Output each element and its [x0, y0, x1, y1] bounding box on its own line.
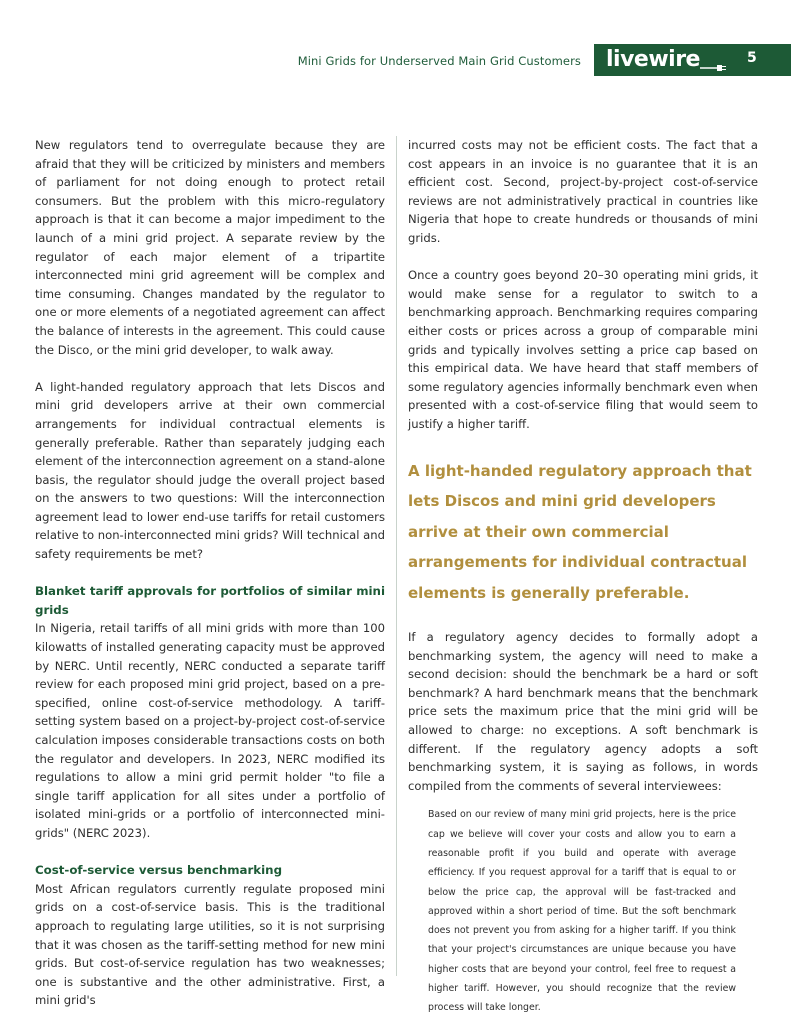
- paragraph: Most African regulators currently regulate proposed mini grids on a cost-of-service basis. This is the traditional approach to regulating large utilities, so it is not surprising that it was chosen as the tariff-setting method for new mini grids. But cost-of-service regulation has two weaknesses; one is substantive and the other administrative. First, a mini grid's: [35, 881, 385, 1008]
- paragraph: In Nigeria, retail tariffs of all mini grids with more than 100 kilowatts of installed generating capacity must be approved by NERC. Until recently, NERC conducted a separate tariff review for each proposed mini grid project, based on a pre-specified, online cost-of-service methodology. A tariff-setting system based on a project-by-project cost-of-service calculation imposes considerable transactions costs on both the regulator and developers. In 2023, NERC modified its regulations to allow a mini grid permit holder "to file a single tariff application for all sites under a portfolio of isolated mini-grids or a portfolio of interconnected mini-grids" (NERC 2023).: [35, 621, 385, 840]
- right-column: [408, 136, 758, 1018]
- running-header-title: Mini Grids for Underserved Main Grid Customers: [297, 54, 581, 68]
- left-column: [35, 136, 385, 1010]
- section-heading: Cost-of-service versus benchmarking: [35, 863, 283, 878]
- section-heading: Blanket tariff approvals for portfolios of similar mini grids: [35, 584, 385, 617]
- paragraph: Once a country goes beyond 20–30 operating mini grids, it would make sense for a regulator to switch to a benchmarking approach. Benchmarking requires comparing either costs or prices across a group of comparable mini grids and typically involves setting a price cap based on this empirical data. We have heard that staff members of some regulatory agencies informally benchmark even when presented with a cost-of-service filing that would seem to justify a higher tariff.: [408, 268, 758, 431]
- paragraph: incurred costs may not be efficient costs. The fact that a cost appears in an invoice is no guarantee that it is an efficient cost. Second, project-by-project cost-of-service reviews are not administratively practical in countries like Nigeria that hope to create hundreds or thousands of mini grids.: [408, 138, 758, 245]
- page-number: 5: [747, 50, 757, 66]
- paragraph: New regulators tend to overregulate because they are afraid that they will be criticized by ministers and members of parliament for not doing enough to protect retail consumers. But the problem with this micro-regulatory approach is that it can become a major impediment to the launch of a mini grid project. A separate review by the regulator of each major element of a tripartite interconnected mini grid agreement will be complex and time consuming. Changes mandated by the regulator to one or more elements of a negotiated agreement can affect the balance of interests in the agreement. This could cause the Disco, or the mini grid developer, to walk away.: [35, 138, 385, 357]
- pull-quote: A light-handed regulatory approach that lets Discos and mini grid developers arrive at their own commercial arrangements for individual contractual elements is generally preferable.: [408, 461, 752, 602]
- plug-icon: [700, 60, 726, 72]
- column-divider: [396, 136, 397, 976]
- paragraph: If a regulatory agency decides to formally adopt a benchmarking system, the agency will need to make a second decision: should the benchmark be a hard or soft benchmark? A hard benchmark means that the benchmark price sets the maximum price that the mini grid will be allowed to charge: no exceptions. A soft benchmark is different. If the regulatory agency adopts a soft benchmarking system, it is saying as follows, in words compiled from the comments of several interviewees:: [408, 630, 758, 793]
- paragraph: A light-handed regulatory approach that lets Discos and mini grid developers arrive at their own commercial arrangements for individual contractual elements is generally preferable. Rather than separately judging each element of the interconnection agreement on a stand-alone basis, the regulator should judge the overall project based on the answers to two questions: Will the interconnection agreement lead to lower end-use tariffs for retail customers relative to non-interconnected mini grids? Will technical and safety requirements be met?: [35, 379, 385, 562]
- block-quote: Based on our review of many mini grid projects, here is the price cap we believe will cover your costs and allow you to earn a reasonable profit if you build and operate with average efficiency. If you request approval for a tariff that is equal to or below the price cap, the approval will be fast-tracked and approved within a short period of time. But the soft benchmark does not prevent you from asking for a higher tariff. If you think that your project's circumstances are unique because you have higher costs that are beyond your control, feel free to request a higher tariff. However, you should recognize that the review process will take longer.: [428, 809, 736, 1014]
- livewire-logo: livewire: [606, 47, 700, 72]
